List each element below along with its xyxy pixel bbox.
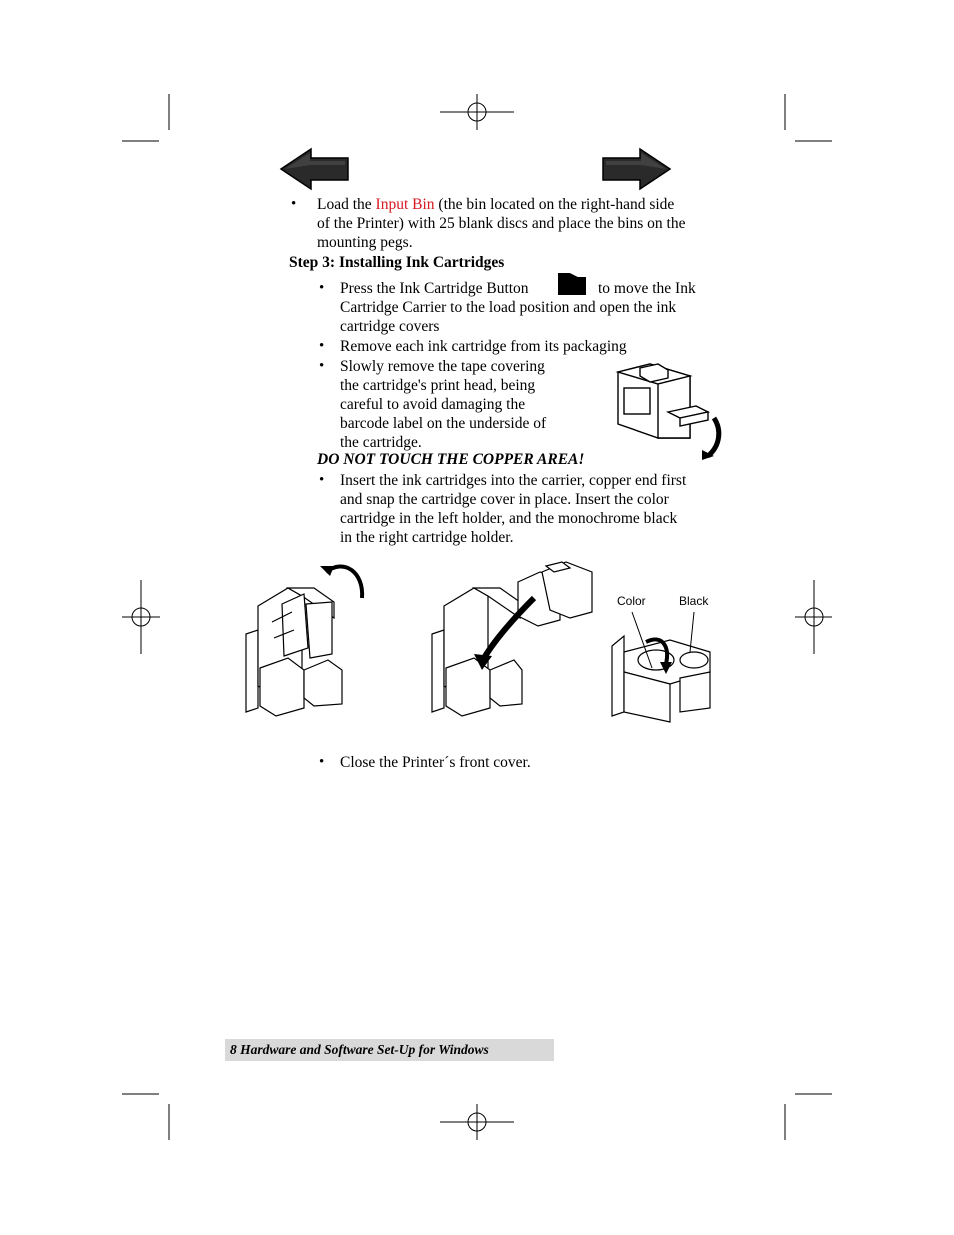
bullet-marker: • [319,754,325,770]
press-line1b: to move the Ink [598,280,696,297]
tape-line5: the cartridge. [340,434,422,451]
insert-line2: and snap the cartridge cover in place. Insert the color [340,491,669,508]
bullet-marker: • [319,472,325,488]
cartridge-holders-illustration [610,612,720,722]
color-label: Color [617,594,646,608]
black-label: Black [679,594,709,608]
tape-line3: careful to avoid damaging the [340,396,526,413]
input-bin-link[interactable]: Input Bin [375,196,435,213]
tape-line4: barcode label on the underside of [340,415,547,432]
cartridge-tape-illustration [610,360,730,460]
arrow-right-icon[interactable] [600,147,672,191]
remove-line: Remove each ink cartridge from its packaging [340,338,627,355]
insert-cartridges-illustration [430,558,610,723]
load-bullet-line2: of the Printer) with 25 blank discs and place the bins on the [317,215,686,232]
insert-line3: cartridge in the left holder, and the monochrome black [340,510,678,527]
insert-line4: in the right cartridge holder. [340,529,514,546]
load-bullet-line1 [317,195,674,214]
bullet-marker: • [319,280,325,296]
load-bullet-line3: mounting pegs. [317,234,413,251]
footer-bar [225,1039,554,1061]
tape-line1: Slowly remove the tape covering [340,358,545,375]
load-rest: (the bin located on the right-hand side [434,196,675,213]
press-line1a: Press the Ink Cartridge Button [340,280,529,297]
step-heading: Step 3: Installing Ink Cartridges [289,254,505,271]
close-line: Close the Printer´s front cover. [340,754,531,771]
insert-line1: Insert the ink cartridges into the carrier, copper end first [340,472,687,489]
press-line3: cartridge covers [340,318,440,335]
tape-line2: the cartridge's print head, being [340,377,536,394]
bullet-marker: • [291,196,297,212]
open-carrier-illustration [244,558,374,723]
arrow-left-icon[interactable] [279,147,351,191]
press-line2: Cartridge Carrier to the load position and open the ink [340,299,677,316]
copper-warning: DO NOT TOUCH THE COPPER AREA! [317,451,585,468]
footer-text: 8 Hardware and Software Set-Up for Windows [230,1042,489,1057]
bullet-marker: • [319,358,325,374]
bullet-marker: • [319,338,325,354]
ink-cartridge-button-icon [556,271,588,297]
load-prefix: Load the [317,196,376,213]
